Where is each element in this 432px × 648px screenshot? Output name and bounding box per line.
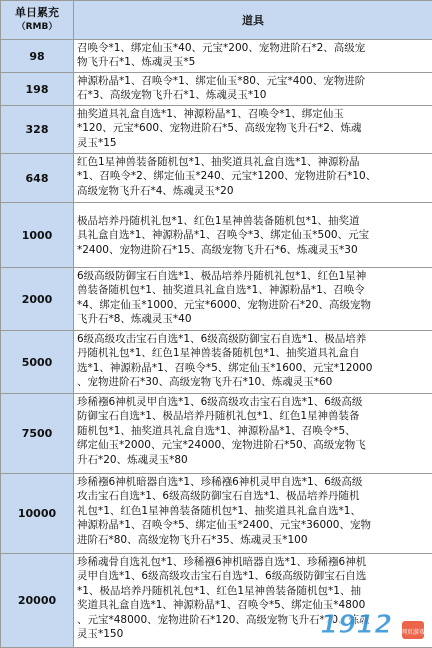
table-row <box>1 331 432 394</box>
header-items: 道具 <box>74 1 432 40</box>
header-amount-label: 单日累充 <box>1 6 73 20</box>
reward-line: 选*1、神源粉晶*1、召唤令*5、绑定仙玉*1600、元宝*12000 <box>77 361 429 375</box>
reward-line: 具礼盒自选*1、神源粉晶*1、召唤令*3、绑定仙玉*500、元宝 <box>77 228 429 242</box>
recharge-amount: 198 <box>1 73 74 106</box>
table-row <box>1 154 432 203</box>
table-row <box>1 106 432 154</box>
reward-line: 灵玉*15 <box>77 136 429 150</box>
reward-line: 随机包*1、抽奖道具礼盒自选*1、神源粉晶*1、召唤令*5、 <box>77 424 429 438</box>
recharge-amount: 20000 <box>1 554 74 648</box>
table-row <box>1 73 432 106</box>
reward-line: 进阶石*80、高级宠物飞升石*35、炼魂灵玉*100 <box>77 533 429 547</box>
reward-line: 极品培养丹随机礼包*1、红色1星神兽装备随机包*1、抽奖道 <box>77 214 429 228</box>
recharge-amount: 98 <box>1 40 74 73</box>
table-header-row <box>1 1 432 40</box>
reward-line: 珍稀襁6神机暗器自选*1、珍稀襁6神机灵甲自选*1、6级高级 <box>77 475 429 489</box>
reward-line: 升石*20、炼魂灵玉*80 <box>77 453 429 467</box>
recharge-amount: 1000 <box>1 203 74 268</box>
reward-line: 绑定仙玉*2000、元宝*24000、宠物进阶石*50、高级宠物飞 <box>77 438 429 452</box>
reward-items <box>74 73 432 106</box>
reward-line: 6级高级攻击宝石自选*1、6级高级防御宝石自选*1、极品培养 <box>77 332 429 346</box>
reward-line: 兽装备随机包*1、抽奖道具礼盒自选*1、神源粉晶*1、召唤令 <box>77 283 429 297</box>
header-amount <box>1 1 74 40</box>
recharge-amount: 2000 <box>1 268 74 331</box>
watermark-subtext: 网页游戏 <box>401 628 425 636</box>
table-row <box>1 554 432 648</box>
recharge-amount: 648 <box>1 154 74 203</box>
reward-line: 珍稀魂骨自选礼包*1、珍稀襁6神机暗器自选*1、珍稀襁6神机 <box>77 555 429 569</box>
recharge-amount: 10000 <box>1 474 74 554</box>
reward-line: 神源粉晶*1、召唤令*1、绑定仙玉*80、元宝*400、宠物进阶 <box>77 74 429 88</box>
table-row <box>1 474 432 554</box>
reward-line: 、元宝*48000、宠物进阶石*120、高级宠物飞升石*70、炼魂 <box>77 613 429 627</box>
table-row <box>1 40 432 73</box>
reward-line: 召唤令*1、绑定仙玉*40、元宝*200、宠物进阶石*2、高级宠 <box>77 41 429 55</box>
reward-line: 礼包*1、红色1星神兽装备随机包*1、抽奖道具礼盒自选*1、 <box>77 504 429 518</box>
reward-items <box>74 394 432 474</box>
reward-line: *2400、宠物进阶石*15、高级宠物飞升石*6、炼魂灵玉*30 <box>77 243 429 257</box>
recharge-amount: 7500 <box>1 394 74 474</box>
reward-items <box>74 268 432 331</box>
reward-items <box>74 554 432 648</box>
reward-line: 石*3、高级宠物飞升石*1、炼魂灵玉*10 <box>77 88 429 102</box>
reward-line: 灵玉*150 <box>77 627 429 641</box>
reward-items <box>74 40 432 73</box>
reward-line: 防御宝石自选*1、极品培养丹随机礼包*1、红色1星神兽装备 <box>77 409 429 423</box>
reward-line: 高级宠物飞升石*4、炼魂灵玉*20 <box>77 184 429 198</box>
reward-line: 灵甲自选*1、6级高级攻击宝石自选*1、6级高级防御宝石自选 <box>77 569 429 583</box>
reward-line: *1、极品培养丹随机礼包*1、红色1星神兽装备随机包*1、抽 <box>77 584 429 598</box>
reward-line: 6级高级防御宝石自选*1、极品培养丹随机礼包*1、红色1星神 <box>77 269 429 283</box>
reward-items <box>74 331 432 394</box>
reward-line: 丹随机礼包*1、红色1星神兽装备随机包*1、抽奖道具礼盒自 <box>77 346 429 360</box>
reward-line: *1、召唤令*2、绑定仙玉*240、元宝*1200、宠物进阶石*10、 <box>77 169 429 183</box>
reward-line: 物飞升石*1、炼魂灵玉*5 <box>77 55 429 69</box>
reward-items <box>74 203 432 268</box>
header-amount-unit: （RMB） <box>1 20 73 34</box>
reward-line: 神源粉晶*1、召唤令*5、绑定仙玉*2400、元宝*36000、宠物 <box>77 518 429 532</box>
reward-line: 、宠物进阶石*30、高级宠物飞升石*10、炼魂灵玉*60 <box>77 375 429 389</box>
reward-line: *4、绑定仙玉*1000、元宝*6000、宠物进阶石*20、高级宠物 <box>77 298 429 312</box>
reward-items <box>74 154 432 203</box>
reward-line: 抽奖道具礼盒自选*1、神源粉晶*1、召唤令*1、绑定仙玉 <box>77 107 429 121</box>
reward-line: 红色1星神兽装备随机包*1、抽奖道具礼盒自选*1、神源粉晶 <box>77 155 429 169</box>
recharge-amount: 328 <box>1 106 74 154</box>
table-row <box>1 268 432 331</box>
reward-line: 飞升石*8、炼魂灵玉*40 <box>77 312 429 326</box>
reward-line: 珍稀襁6神机灵甲自选*1、6级高级攻击宝石自选*1、6级高级 <box>77 395 429 409</box>
reward-line: 攻击宝石自选*1、6级高级防御宝石自选*1、极品培养丹随机 <box>77 489 429 503</box>
reward-items <box>74 106 432 154</box>
reward-line: *120、元宝*600、宠物进阶石*5、高级宠物飞升石*2、炼魂 <box>77 121 429 135</box>
watermark-text: 1912 <box>320 610 392 640</box>
recharge-amount: 5000 <box>1 331 74 394</box>
table-row <box>1 203 432 268</box>
table-row <box>1 394 432 474</box>
reward-line: 奖道具礼盒自选*1、神源粉晶*1、召唤令*5、绑定仙玉*4800 <box>77 598 429 612</box>
reward-items <box>74 474 432 554</box>
